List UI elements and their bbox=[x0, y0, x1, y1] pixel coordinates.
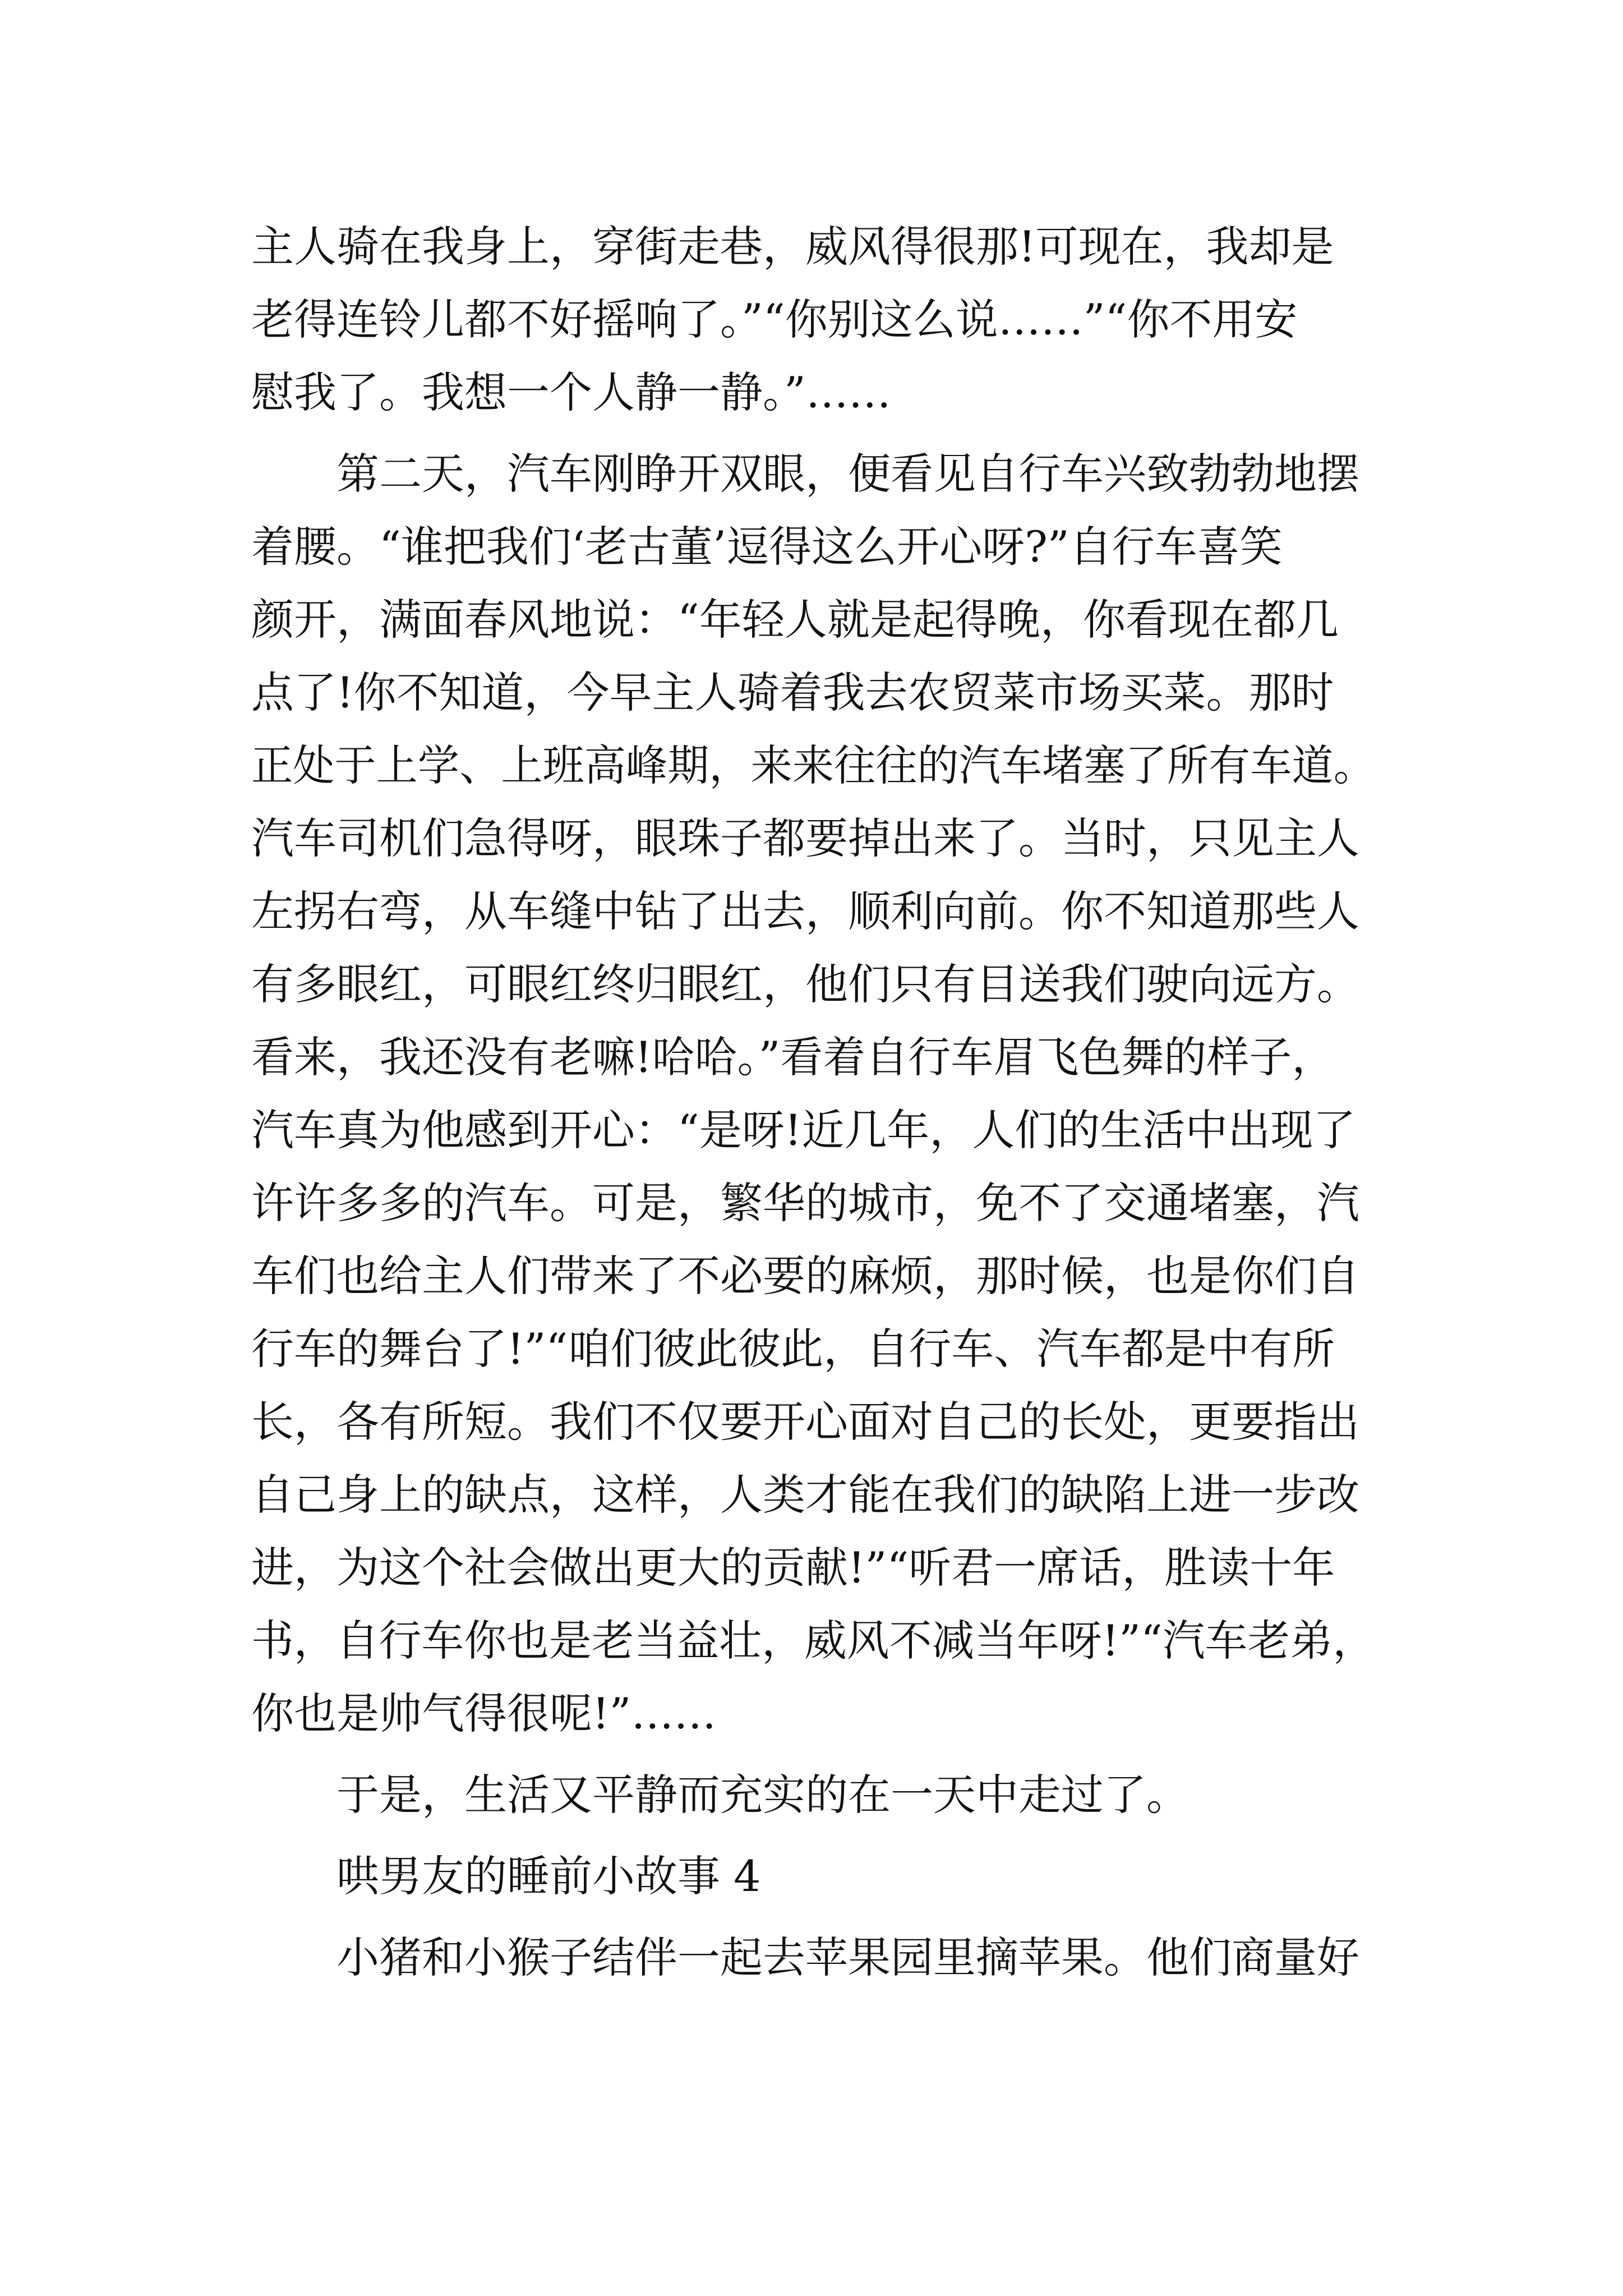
text-line-content: 自己身上的缺点，这样，人类才能在我们的缺陷上进一步改 bbox=[251, 1470, 1359, 1520]
text-line-content: 于是，生活又平静而充实的在一天中走过了。 bbox=[336, 1770, 1189, 1820]
text-line-content: 你也是帅气得很呢!”…… bbox=[251, 1688, 717, 1738]
text-line-content: 第二天，汽车刚睁开双眼，便看见自行车兴致勃勃地摆 bbox=[336, 449, 1359, 499]
text-line bbox=[0, 289, 1623, 351]
text-line bbox=[0, 1464, 1623, 1526]
text-line bbox=[0, 1610, 1623, 1672]
text-line bbox=[0, 1318, 1623, 1380]
text-line bbox=[0, 662, 1623, 724]
text-line bbox=[0, 216, 1623, 278]
text-line bbox=[0, 1245, 1623, 1307]
text-line bbox=[0, 1391, 1623, 1453]
text-line-content: 正处于上学、上班高峰期，来来往往的汽车堵塞了所有车道。 bbox=[251, 740, 1375, 790]
paragraph-first-line bbox=[0, 1927, 1623, 1989]
text-line-content: 汽车司机们急得呀，眼珠子都要掉出来了。当时，只见主人 bbox=[251, 813, 1359, 863]
text-line-content: 看来，我还没有老嘛!哈哈。”看着自行车眉飞色舞的样子， bbox=[251, 1032, 1335, 1082]
text-line-content: 汽车真为他感到开心：“是呀!近几年，人们的生活中出现了 bbox=[251, 1105, 1356, 1155]
paragraph-first-line bbox=[0, 1764, 1623, 1826]
text-line bbox=[0, 1099, 1623, 1161]
text-line-content: 行车的舞台了!”“咱们彼此彼此，自行车、汽车都是中有所 bbox=[251, 1324, 1335, 1374]
text-line bbox=[0, 881, 1623, 942]
text-line bbox=[0, 362, 1623, 424]
text-line bbox=[0, 1172, 1623, 1234]
text-line bbox=[0, 516, 1623, 578]
text-line-content: 书，自行车你也是老当益壮，威风不减当年呀!”“汽车老弟， bbox=[251, 1616, 1376, 1665]
text-line-content: 颜开，满面春风地说：“年轻人就是起得晚，你看现在都几 bbox=[251, 595, 1339, 645]
text-line-content: 进，为这个社会做出更大的贡献!”“听君一席话，胜读十年 bbox=[251, 1543, 1335, 1593]
text-line-content: 主人骑在我身上，穿街走巷，威风得很那!可现在，我却是 bbox=[251, 222, 1334, 272]
text-line-content: 点了!你不知道，今早主人骑着我去农贸菜市场买菜。那时 bbox=[251, 668, 1334, 717]
section-heading bbox=[0, 1846, 1623, 1907]
text-line bbox=[0, 1537, 1623, 1599]
text-line bbox=[0, 1027, 1623, 1088]
text-line bbox=[0, 808, 1623, 869]
text-line-content: 老得连铃儿都不好摇响了。”“你别这么说……”“你不用安 bbox=[251, 295, 1298, 344]
text-line-content: 有多眼红，可眼红终归眼红，他们只有目送我们驶向远方。 bbox=[251, 959, 1359, 1009]
text-line bbox=[0, 1683, 1623, 1745]
text-line bbox=[0, 735, 1623, 797]
paragraph-first-line bbox=[0, 443, 1623, 505]
text-line-content: 慰我了。我想一个人静一静。”…… bbox=[251, 367, 891, 417]
text-line-content: 着腰。“谁把我们‘老古董’逗得这么开心呀?”自行车喜笑 bbox=[251, 522, 1283, 572]
text-line bbox=[0, 954, 1623, 1015]
text-line-content: 许许多多的汽车。可是，繁华的城市，免不了交通堵塞，汽 bbox=[251, 1178, 1359, 1228]
section-heading-text: 哄男友的睡前小故事 4 bbox=[336, 1851, 761, 1901]
text-line-content: 长，各有所短。我们不仅要开心面对自己的长处，更要指出 bbox=[251, 1397, 1359, 1447]
text-line-content: 左拐右弯，从车缝中钻了出去，顺利向前。你不知道那些人 bbox=[251, 886, 1359, 936]
text-line bbox=[0, 589, 1623, 651]
text-line-content: 车们也给主人们带来了不必要的麻烦，那时候，也是你们自 bbox=[251, 1251, 1359, 1301]
text-line-content: 小猪和小猴子结伴一起去苹果园里摘苹果。他们商量好 bbox=[336, 1932, 1359, 1982]
